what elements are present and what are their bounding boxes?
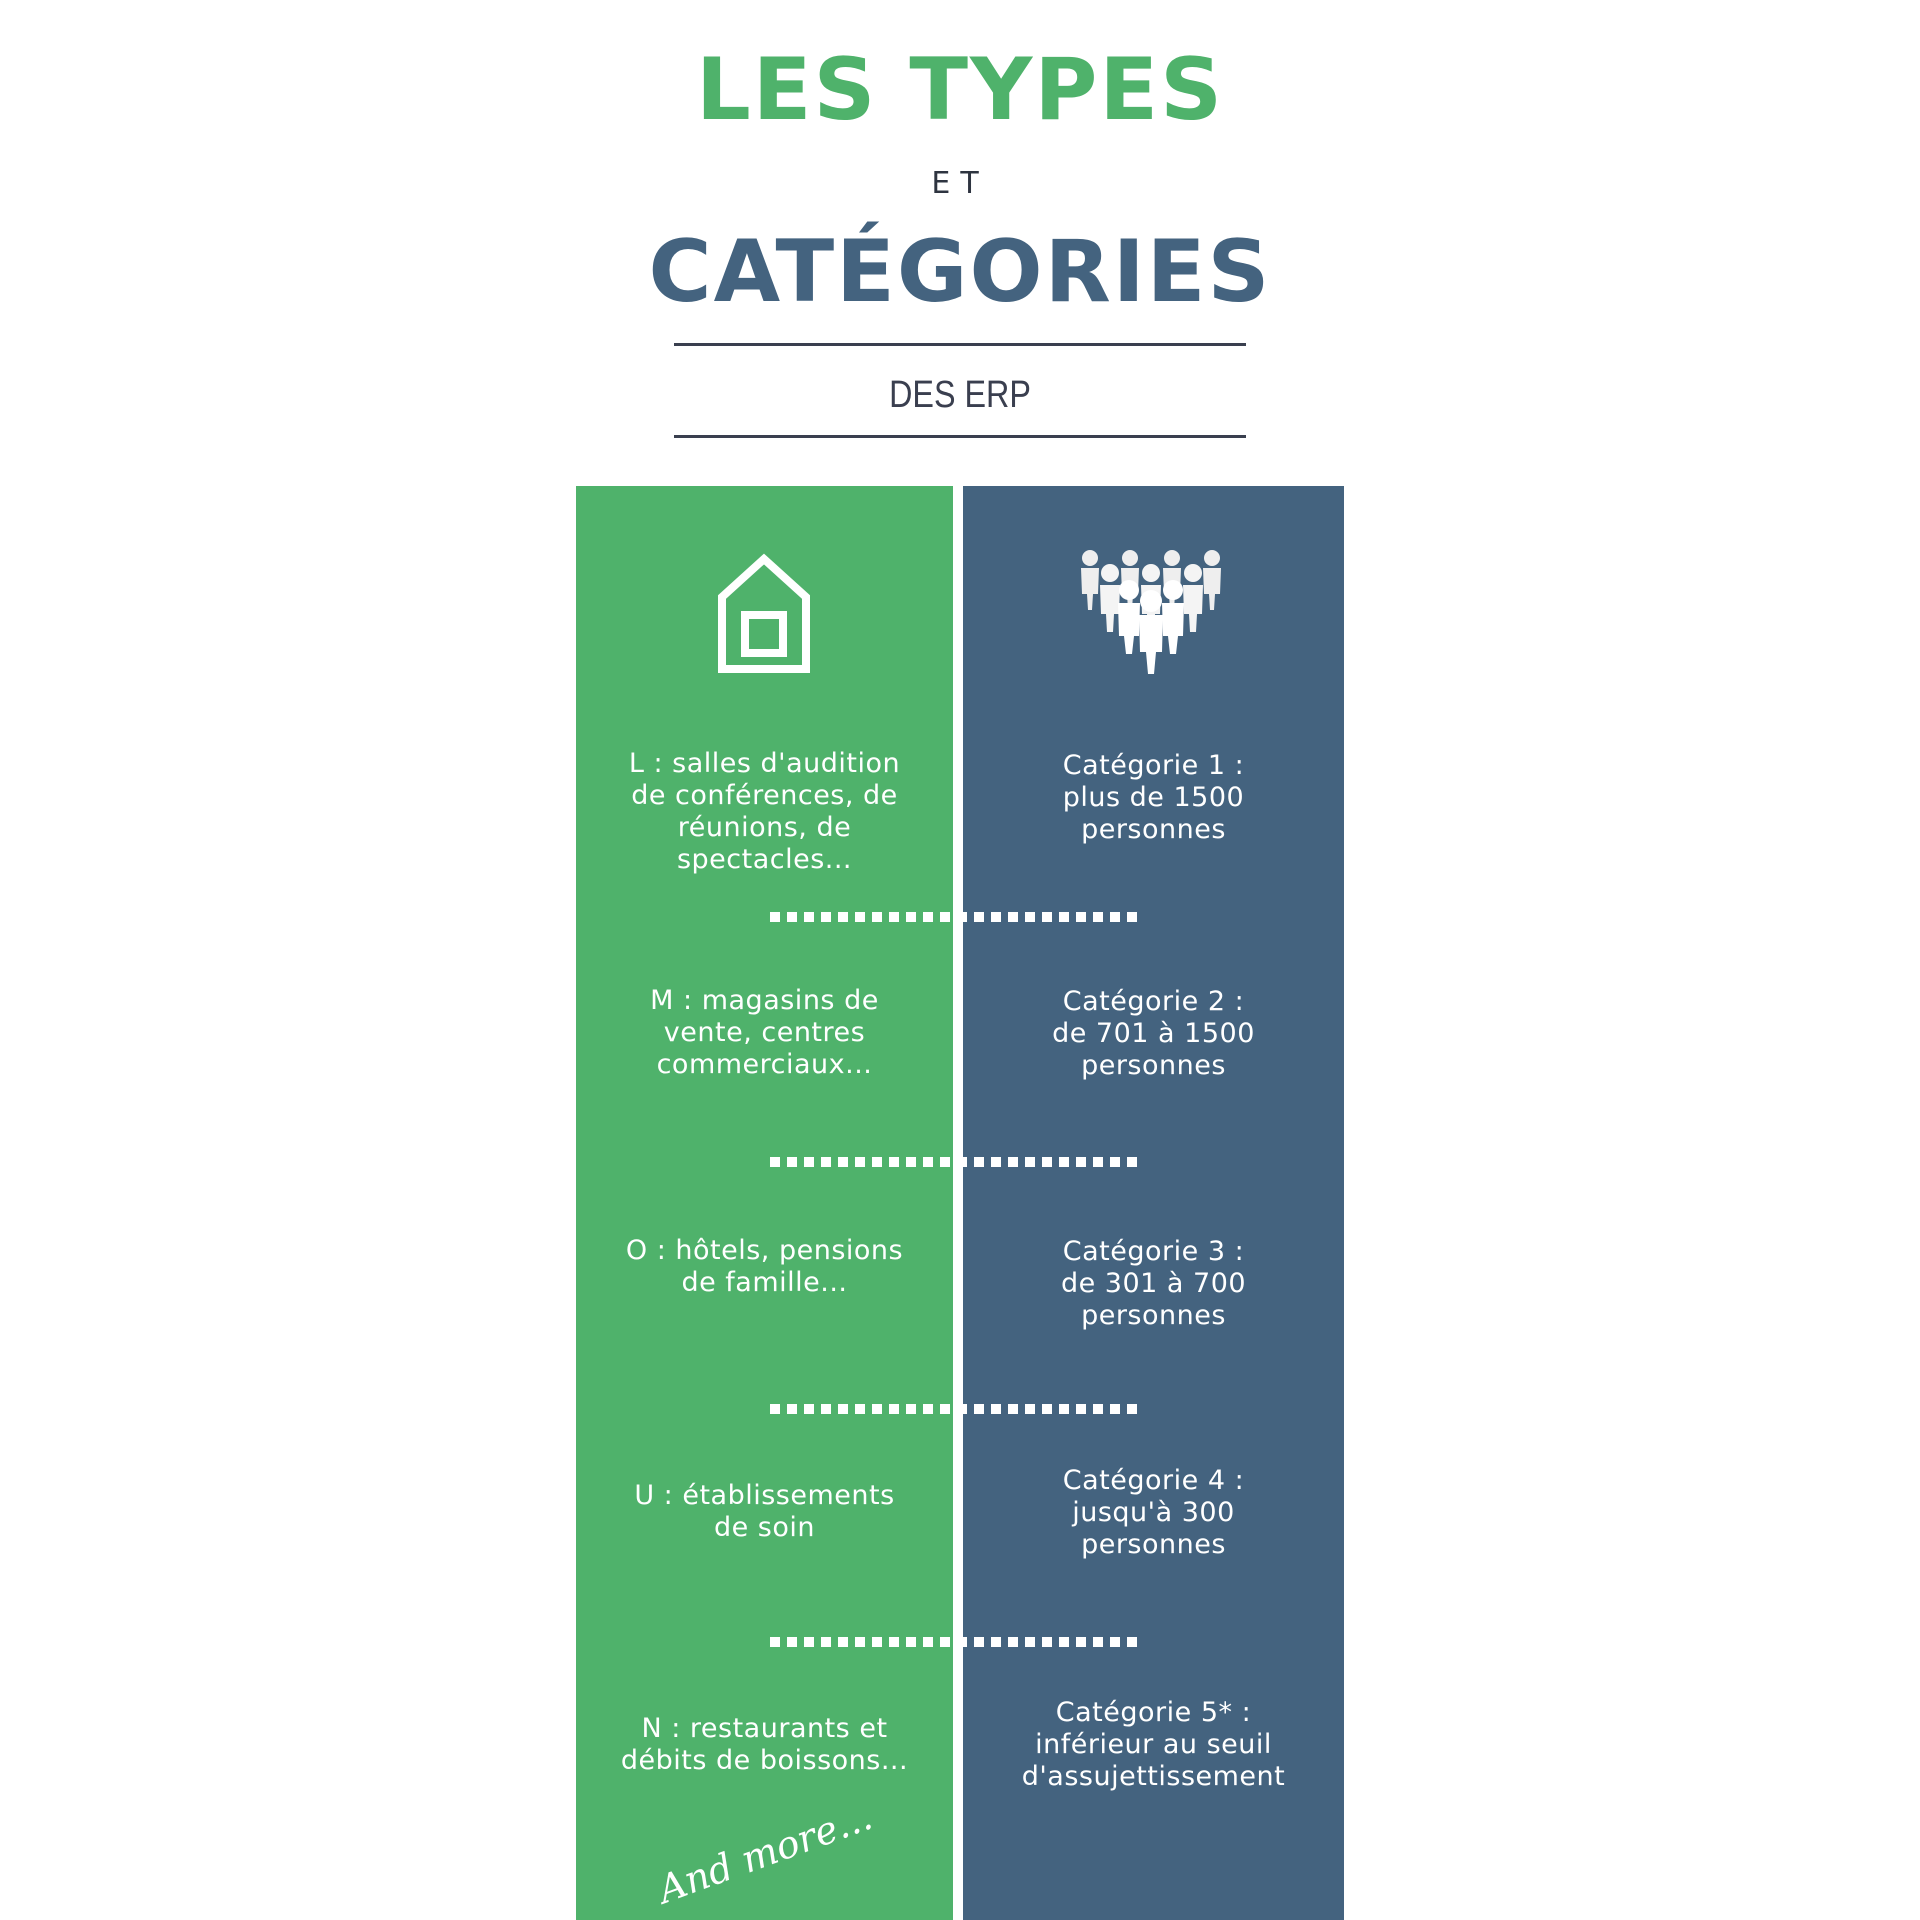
type-o-text: O : hôtels, pensions de famille... [625,1235,904,1298]
group-of-people-icon [1078,550,1226,676]
row-separator [770,1637,1144,1647]
row-separator [770,1404,1144,1414]
bottom-divider [674,435,1246,438]
category-3-text: Catégorie 3 : de 301 à 700 personnes [1060,1236,1247,1331]
category-1-text: Catégorie 1 : plus de 1500 personnes [1062,750,1245,845]
category-5-text: Catégorie 5* : inférieur au seuil d'assujettissement [1021,1697,1286,1792]
type-u-text: U : établissements de soin [634,1480,895,1543]
category-4-text: Catégorie 4 : jusqu'à 300 personnes [1062,1465,1245,1560]
title-categories: CATÉGORIES [648,222,1272,322]
title-connector: ET [931,166,989,201]
type-l-text: L : salles d'audition de conférences, de réunions, de spectacles... [628,748,901,875]
top-divider [674,343,1246,346]
row-separator [770,1157,1144,1167]
types-column [576,486,953,1920]
row-separator [770,912,1144,922]
category-2-text: Catégorie 2 : de 701 à 1500 personnes [1052,986,1255,1081]
type-n-text: N : restaurants et débits de boissons... [620,1713,909,1776]
title-types: LES TYPES [695,40,1225,140]
type-m-text: M : magasins de vente, centres commerciaux... [650,985,879,1080]
subtitle: DES ERP [889,374,1031,416]
and-more-note: And more... [652,1793,878,1913]
house-icon [716,553,812,675]
